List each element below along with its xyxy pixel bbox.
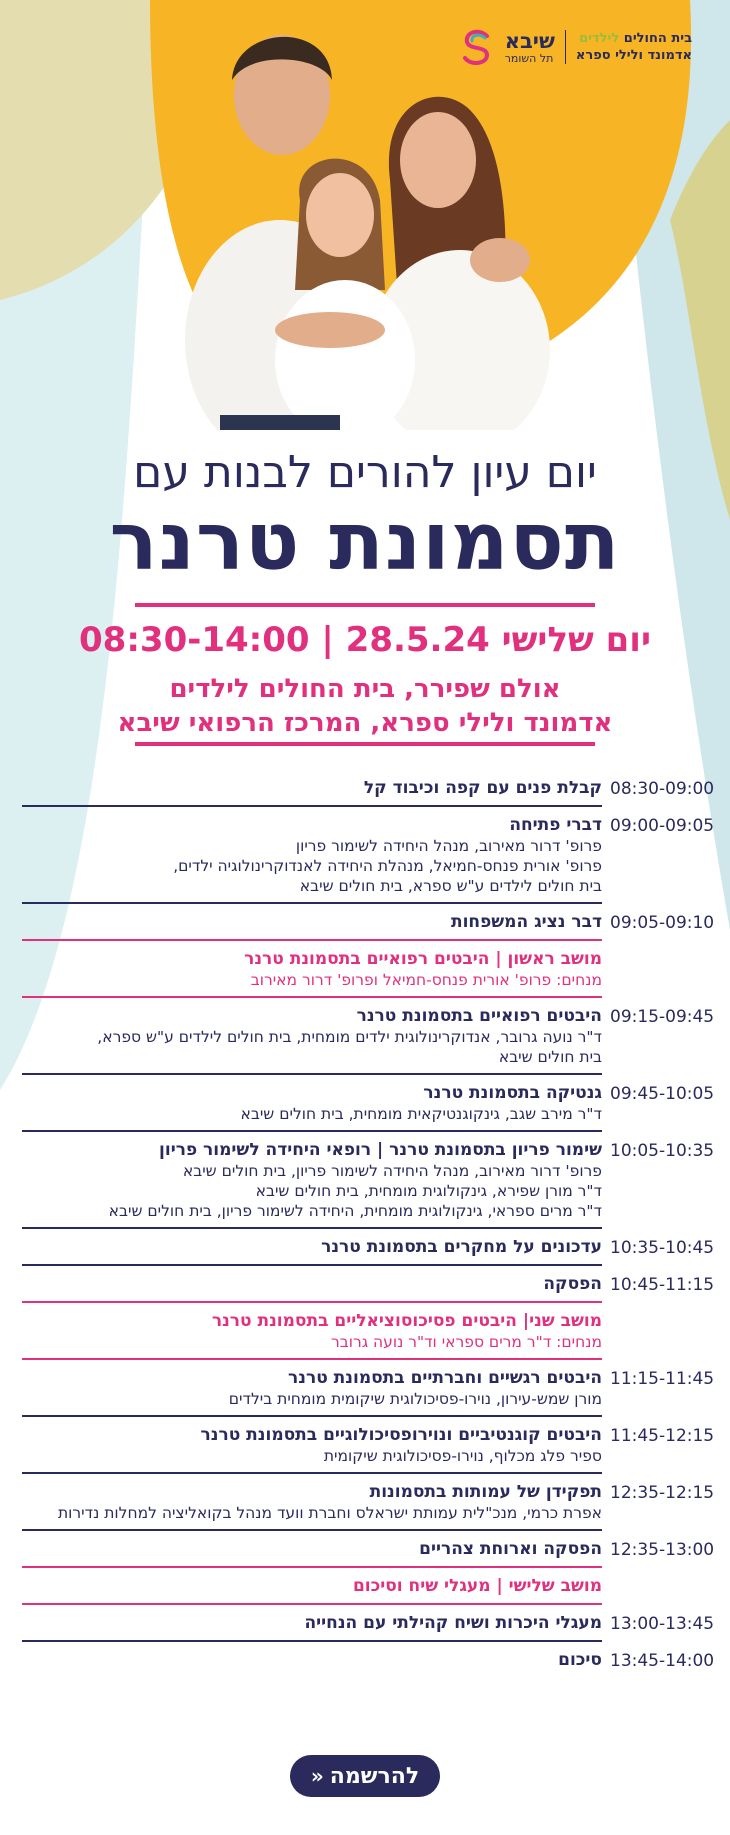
schedule-text [22, 1273, 602, 1295]
logo-subtitle: תל השומר [504, 51, 554, 65]
schedule-row [22, 807, 722, 902]
schedule-row [22, 770, 722, 805]
schedule-time: 11:45-12:15 [610, 1426, 715, 1446]
register-button[interactable] [290, 1755, 440, 1797]
schedule-row [22, 1474, 722, 1529]
schedule-time: 08:30-09:00 [610, 779, 715, 799]
schedule-text [22, 911, 602, 933]
schedule-row [22, 1266, 722, 1301]
title-line1: יום עיון להורים לבנות עם [133, 447, 597, 498]
title-line2: תסמונת טרנר [109, 495, 621, 588]
schedule-title: סיכום [558, 1650, 602, 1670]
schedule-text [22, 777, 602, 799]
schedule-list [22, 770, 722, 1677]
sheba-logo [459, 28, 692, 66]
hospital-name [576, 30, 692, 64]
schedule-row [22, 1360, 722, 1415]
schedule-time: 10:05-10:35 [610, 1141, 715, 1161]
schedule-time: 09:15-09:45 [610, 1007, 715, 1027]
schedule-title: הפסקה וארוחת צהריים [419, 1539, 602, 1559]
schedule-text [22, 1139, 602, 1221]
schedule-text [22, 1538, 602, 1560]
divider-top [135, 603, 595, 607]
schedule-detail: מורן שמש-עירון, נוירו-פסיכולוגית שיקומית מומחית בילדים [228, 1390, 602, 1408]
schedule-time: 12:35-13:00 [610, 1540, 715, 1560]
location [0, 672, 730, 740]
schedule-text [22, 1575, 602, 1597]
schedule-title: גנטיקה בתסמונת טרנר [423, 1083, 602, 1103]
schedule-time: 12:35-12:15 [610, 1483, 715, 1503]
schedule-row [22, 1417, 722, 1472]
schedule-title: קבלת פנים עם קפה וכיבוד קל [363, 778, 602, 798]
schedule-detail: ספיר פלג מכלוף, נוירו-פסיכולוגית שיקומית [323, 1447, 602, 1465]
schedule-title: תפקידן של עמותות בתסמונות [369, 1482, 602, 1502]
schedule-row [22, 1531, 722, 1566]
schedule-row [22, 998, 722, 1073]
schedule-text [22, 1236, 602, 1258]
schedule-detail: פרופ' דרור מאירוב, מנהל היחידה לשימור פריון, בית חולים שיבא [182, 1162, 602, 1180]
schedule-title: מושב ראשון | היבטים רפואיים בתסמונת טרנר [244, 949, 602, 969]
schedule-text [22, 948, 602, 990]
schedule-row [22, 1132, 722, 1227]
schedule-row [22, 1605, 722, 1640]
schedule-title: היבטים רגשיים וחברתיים בתסמונת טרנר [288, 1368, 602, 1388]
schedule-title: עדכונים על מחקרים בתסמונת טרנר [321, 1237, 602, 1257]
schedule-detail: ד"ר נועה גרובר, אנדוקרינולוגית ילדים מומחית, בית חולים לילדים ע"ש ספרא, [97, 1028, 602, 1046]
schedule-text [22, 1649, 602, 1671]
hospital-line2: אדמונד ולילי ספרא [575, 48, 692, 63]
sheba-logo-icon [459, 28, 495, 66]
hospital-line1-a: בית החולים [623, 31, 692, 46]
schedule-time: 10:45-11:15 [610, 1275, 715, 1295]
hospital-line1-b: לילדים [579, 31, 620, 46]
schedule-row [22, 904, 722, 939]
schedule-title: מושב שני| היבטים פסיכוסוציאליים בתסמונת טרנר [211, 1311, 602, 1331]
date-line: יום שלישי 28.5.24 | 08:30-14:00 [79, 620, 651, 660]
schedule-title: הפסקה [543, 1274, 602, 1294]
schedule-text [22, 1310, 602, 1352]
location-line1: אולם שפירר, בית החולים לילדים [169, 674, 561, 704]
schedule-detail: פרופ' אורית פנחס-חמיאל, מנהלת היחידה לאנדוקרינולוגיה ילדים, [173, 857, 602, 875]
schedule-detail: מנחים: פרופ' אורית פנחס-חמיאל ופרופ' דרור מאירוב [250, 971, 602, 989]
schedule-time: 09:00-09:05 [610, 816, 715, 836]
schedule-text [22, 1367, 602, 1409]
schedule-title: מעגלי היכרות ושיח קהילתי עם הנחייה [304, 1613, 602, 1633]
schedule-text [22, 1424, 602, 1466]
register-label: להרשמה [329, 1763, 420, 1789]
schedule-title: מושב שלישי | מעגלי שיח וסיכום [352, 1576, 602, 1596]
schedule-time: 10:35-10:45 [610, 1238, 715, 1258]
schedule-title: דבר נציג המשפחות [450, 912, 602, 932]
schedule-time: 13:45-14:00 [610, 1651, 715, 1671]
schedule-time: 09:05-09:10 [610, 913, 715, 933]
schedule-row [22, 941, 722, 996]
schedule-time: 13:00-13:45 [610, 1614, 715, 1634]
location-line2: אדמונד ולילי ספרא, המרכז הרפואי שיבא [117, 708, 613, 738]
schedule-title: היבטים רפואיים בתסמונת טרנר [356, 1006, 602, 1026]
schedule-text [22, 814, 602, 896]
schedule-detail: ד"ר מירב שגב, גינקוגנטיקאית מומחית, בית חולים שיבא [240, 1105, 602, 1123]
schedule-time: 11:15-11:45 [610, 1369, 715, 1389]
schedule-row [22, 1075, 722, 1130]
logo-divider [565, 30, 566, 64]
divider-bottom [135, 742, 595, 746]
schedule-row [22, 1568, 722, 1603]
schedule-text [22, 1082, 602, 1124]
schedule-row [22, 1303, 722, 1358]
schedule-detail: בית חולים לילדים ע"ש ספרא, בית חולים שיבא [299, 877, 602, 895]
logo-name: שיבא [504, 28, 555, 53]
schedule-row [22, 1642, 722, 1677]
schedule-detail: מנחים: ד"ר מרים ספראי וד"ר נועה גרובר [331, 1333, 602, 1351]
schedule-detail: בית חולים שיבא [498, 1048, 602, 1066]
schedule-detail: ד"ר מרים ספראי, גינקולוגית מומחית, היחידה לשימור פריון, בית חולים שיבא [108, 1202, 602, 1220]
schedule-text [22, 1481, 602, 1523]
schedule-title: היבטים קוגנטיביים ונוירופסיכולוגיים בתסמונת טרנר [200, 1425, 602, 1445]
schedule-title: דברי פתיחה [509, 815, 602, 835]
schedule-text [22, 1005, 602, 1067]
schedule-detail: אפרת כרמי, מנכ"לית עמותת ישראלס וחברת וועד מנהל בקואליציה למחלות נדירות [58, 1504, 602, 1522]
schedule-text [22, 1612, 602, 1634]
schedule-time: 09:45-10:05 [610, 1084, 715, 1104]
schedule-detail: פרופ' דרור מאירוב, מנהל היחידה לשימור פריון [295, 837, 602, 855]
schedule-row [22, 1229, 722, 1264]
schedule-detail: ד"ר מורן שפירא, גינקולוגית מומחית, בית חולים שיבא [255, 1182, 602, 1200]
schedule-title: שימור פריון בתסמונת טרנר | רופאי היחידה לשימור פריון [159, 1140, 602, 1160]
double-chevron-left-icon: « [310, 1764, 324, 1788]
